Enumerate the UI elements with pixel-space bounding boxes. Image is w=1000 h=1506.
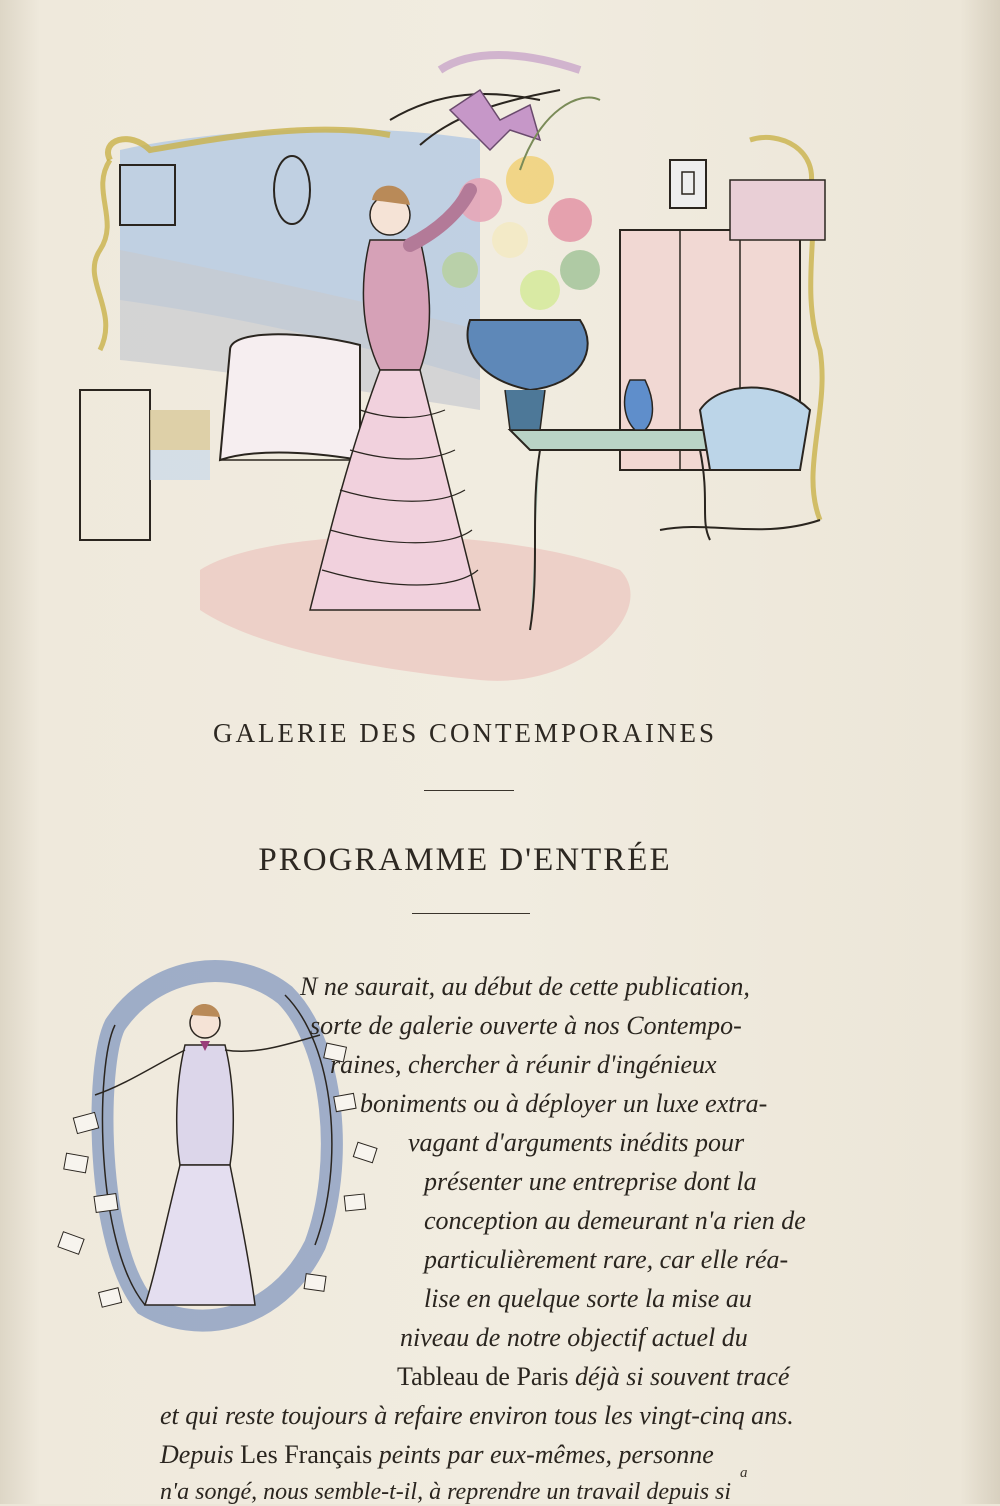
title-divider <box>424 790 514 791</box>
book-title-francais: Les Français <box>240 1440 373 1469</box>
text-line-6: présenter une entreprise dont la <box>424 1167 757 1196</box>
text-line-13 <box>160 1440 714 1470</box>
text-line-2: sorte de galerie ouverte à nos Contempo- <box>310 1011 742 1040</box>
text-line-11-rest: déjà si souvent tracé <box>574 1362 790 1391</box>
text-line-8: particulièrement rare, car elle réa- <box>424 1245 789 1274</box>
section-title: PROGRAMME D'ENTRÉE <box>258 842 672 878</box>
text-line-3: raines, chercher à réunir d'ingénieux <box>330 1050 717 1079</box>
section-divider <box>412 913 530 914</box>
text-line-1: N ne saurait, au début de cette publication, <box>300 972 750 1001</box>
flower-arranging-vignette <box>60 50 850 690</box>
text-line-4: boniments ou à déployer un luxe extra- <box>360 1089 768 1118</box>
text-line-11 <box>397 1362 789 1392</box>
text-line-13-rest: peints par eux-mêmes, <box>378 1440 613 1469</box>
word-depuis: Depuis <box>160 1440 234 1469</box>
text-line-14: n'a songé, nous semble-t-il, à reprendre un travail depuis si <box>160 1479 732 1505</box>
text-line-10: niveau de notre objectif actuel du <box>400 1323 748 1352</box>
text-line-5: vagant d'arguments inédits pour <box>408 1128 745 1157</box>
text-line-9: lise en quelque sorte la mise au <box>424 1284 752 1313</box>
text-line-12: et qui reste toujours à refaire environ tous les vingt-cinq ans. <box>160 1401 794 1430</box>
dropcap-illustration <box>55 945 415 1345</box>
text-line-7: conception au demeurant n'a rien de <box>424 1206 806 1235</box>
dropcap-letter: O <box>55 945 56 946</box>
signature-mark: a <box>740 1465 748 1481</box>
word-personne: personne <box>618 1440 714 1469</box>
book-title-tableau: Tableau de Paris <box>397 1362 569 1391</box>
page-title: GALERIE DES CONTEMPORAINES <box>212 718 717 748</box>
